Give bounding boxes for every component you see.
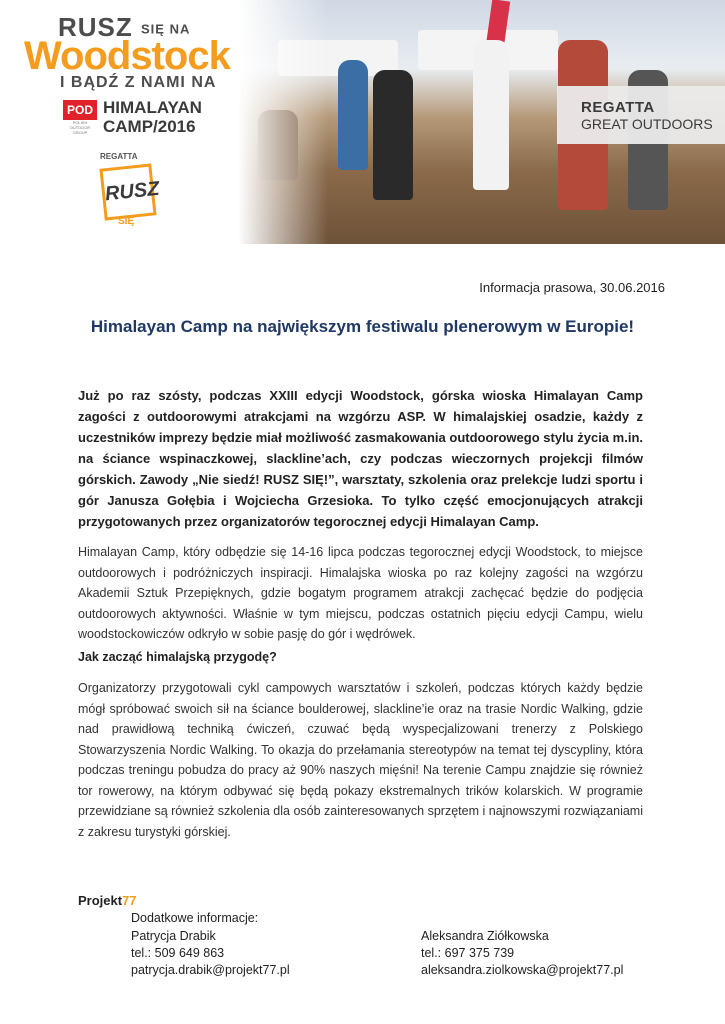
contact-email[interactable]: patrycja.drabik@projekt77.pl — [131, 963, 290, 977]
rusz-sie-logo-line: RUSZ SIĘ NA — [58, 12, 191, 42]
body-paragraph-1: Himalayan Camp, który odbędzie się 14-16 lipca podczas tegorocznej edycji Woodstock, to miejsce outdoorowych i podróżniczych inspiracji. Himalajska wioska po raz kolejny zagości na wzgórzu Akademii Sztuk Przepięknych, gdzie bogatym programem atrakcji zachęcać będzie do podjęcia outdoorowych aktywności. Właśnie w tym miejscu, podczas ostatnich pięciu edycji Campu, wielu woodstockowiczów odkryło w sobie pasję do gór i wędrówek. — [78, 545, 643, 641]
document-title: Himalayan Camp na największym festiwalu plenerowym w Europie! — [90, 317, 635, 336]
projekt77-logo: Projekt77 — [78, 893, 137, 908]
woodstock-logo: Woodstock — [24, 34, 230, 78]
contact-name: Patrycja Drabik — [131, 929, 216, 943]
himalayan-camp-logo: HIMALAYAN CAMP/2016 — [103, 98, 202, 136]
contact-heading: Dodatkowe informacje: — [131, 911, 259, 925]
lead-paragraph: Już po raz szósty, podczas XXIII edycji Woodstock, górska wioska Himalayan Camp zagości z outdoorowymi atrakcjami na wzgórzu ASP. W himalajskiej osadzie, każdy z uczestników imprezy będzie miał możliwość zasmakowania outdoorowego stylu życia m.in. na ściance wspinaczkowej, slackline’ach, czy podczas wieczornych projekcji filmów górskich. Zawody „Nie siedź! RUSZ SIĘ!”, warsztaty, szkolenia oraz prelekcje ludzi sportu i gór Janusza Gołębia i Wojciecha Grzesioka. To tylko część emocjonujących atrakcji przygotowanych przez organizatorów tegorocznej edycji Himalayan Camp. — [78, 388, 643, 529]
pod-logo: POD POLISH OUTDOOR GROUP — [63, 100, 97, 126]
contact-name: Aleksandra Ziółkowska — [421, 929, 549, 943]
contact-phone: tel.: 697 375 739 — [421, 946, 515, 960]
body-paragraph-2: Organizatorzy przygotowali cykl campowych warsztatów i szkoleń, podczas których każdy będzie mógł spróbować swoich sił na ściance boulderowej, slackline’ie oraz na trasie Nordic Walking, gdzie nad prawidłową techniką ćwiczeń, czuwać będą wyspecjalizowani trenerzy z Polskiego Stowarzyszenia Nordic Walking. To okazja do przełamania stereotypów na temat tej dyscypliny, która podczas treningu pobudza do pracy aż 90% naszych mięśni! Na terenie Campu znajdzie się również tor rowerowy, na którym odbywać się będą pokazy ekstremalnych trików kolarskich. W programie przewidziane są również szkolenia dla osób zainteresowanych sprzętem i najnowszymi rozwiązaniami z zakresu turystyki górskiej. — [78, 681, 643, 839]
press-release-date: Informacja prasowa, 30.06.2016 — [479, 280, 665, 295]
contact-right — [421, 928, 623, 979]
contact-email[interactable]: aleksandra.ziolkowska@projekt77.pl — [421, 963, 624, 977]
section-heading: Jak zacząć himalajską przygodę? — [78, 650, 277, 664]
header-banner — [0, 0, 725, 244]
regatta-rusz-sie-badge: REGATTA RUSZ SIĘ — [100, 152, 161, 227]
i-badz-z-nami-line: I BĄDŹ Z NAMI NA — [60, 74, 217, 91]
contact-phone: tel.: 509 649 863 — [131, 946, 225, 960]
contact-left — [131, 928, 290, 979]
regatta-great-outdoors-logo: REGATTA GREAT OUTDOORS — [557, 86, 725, 144]
